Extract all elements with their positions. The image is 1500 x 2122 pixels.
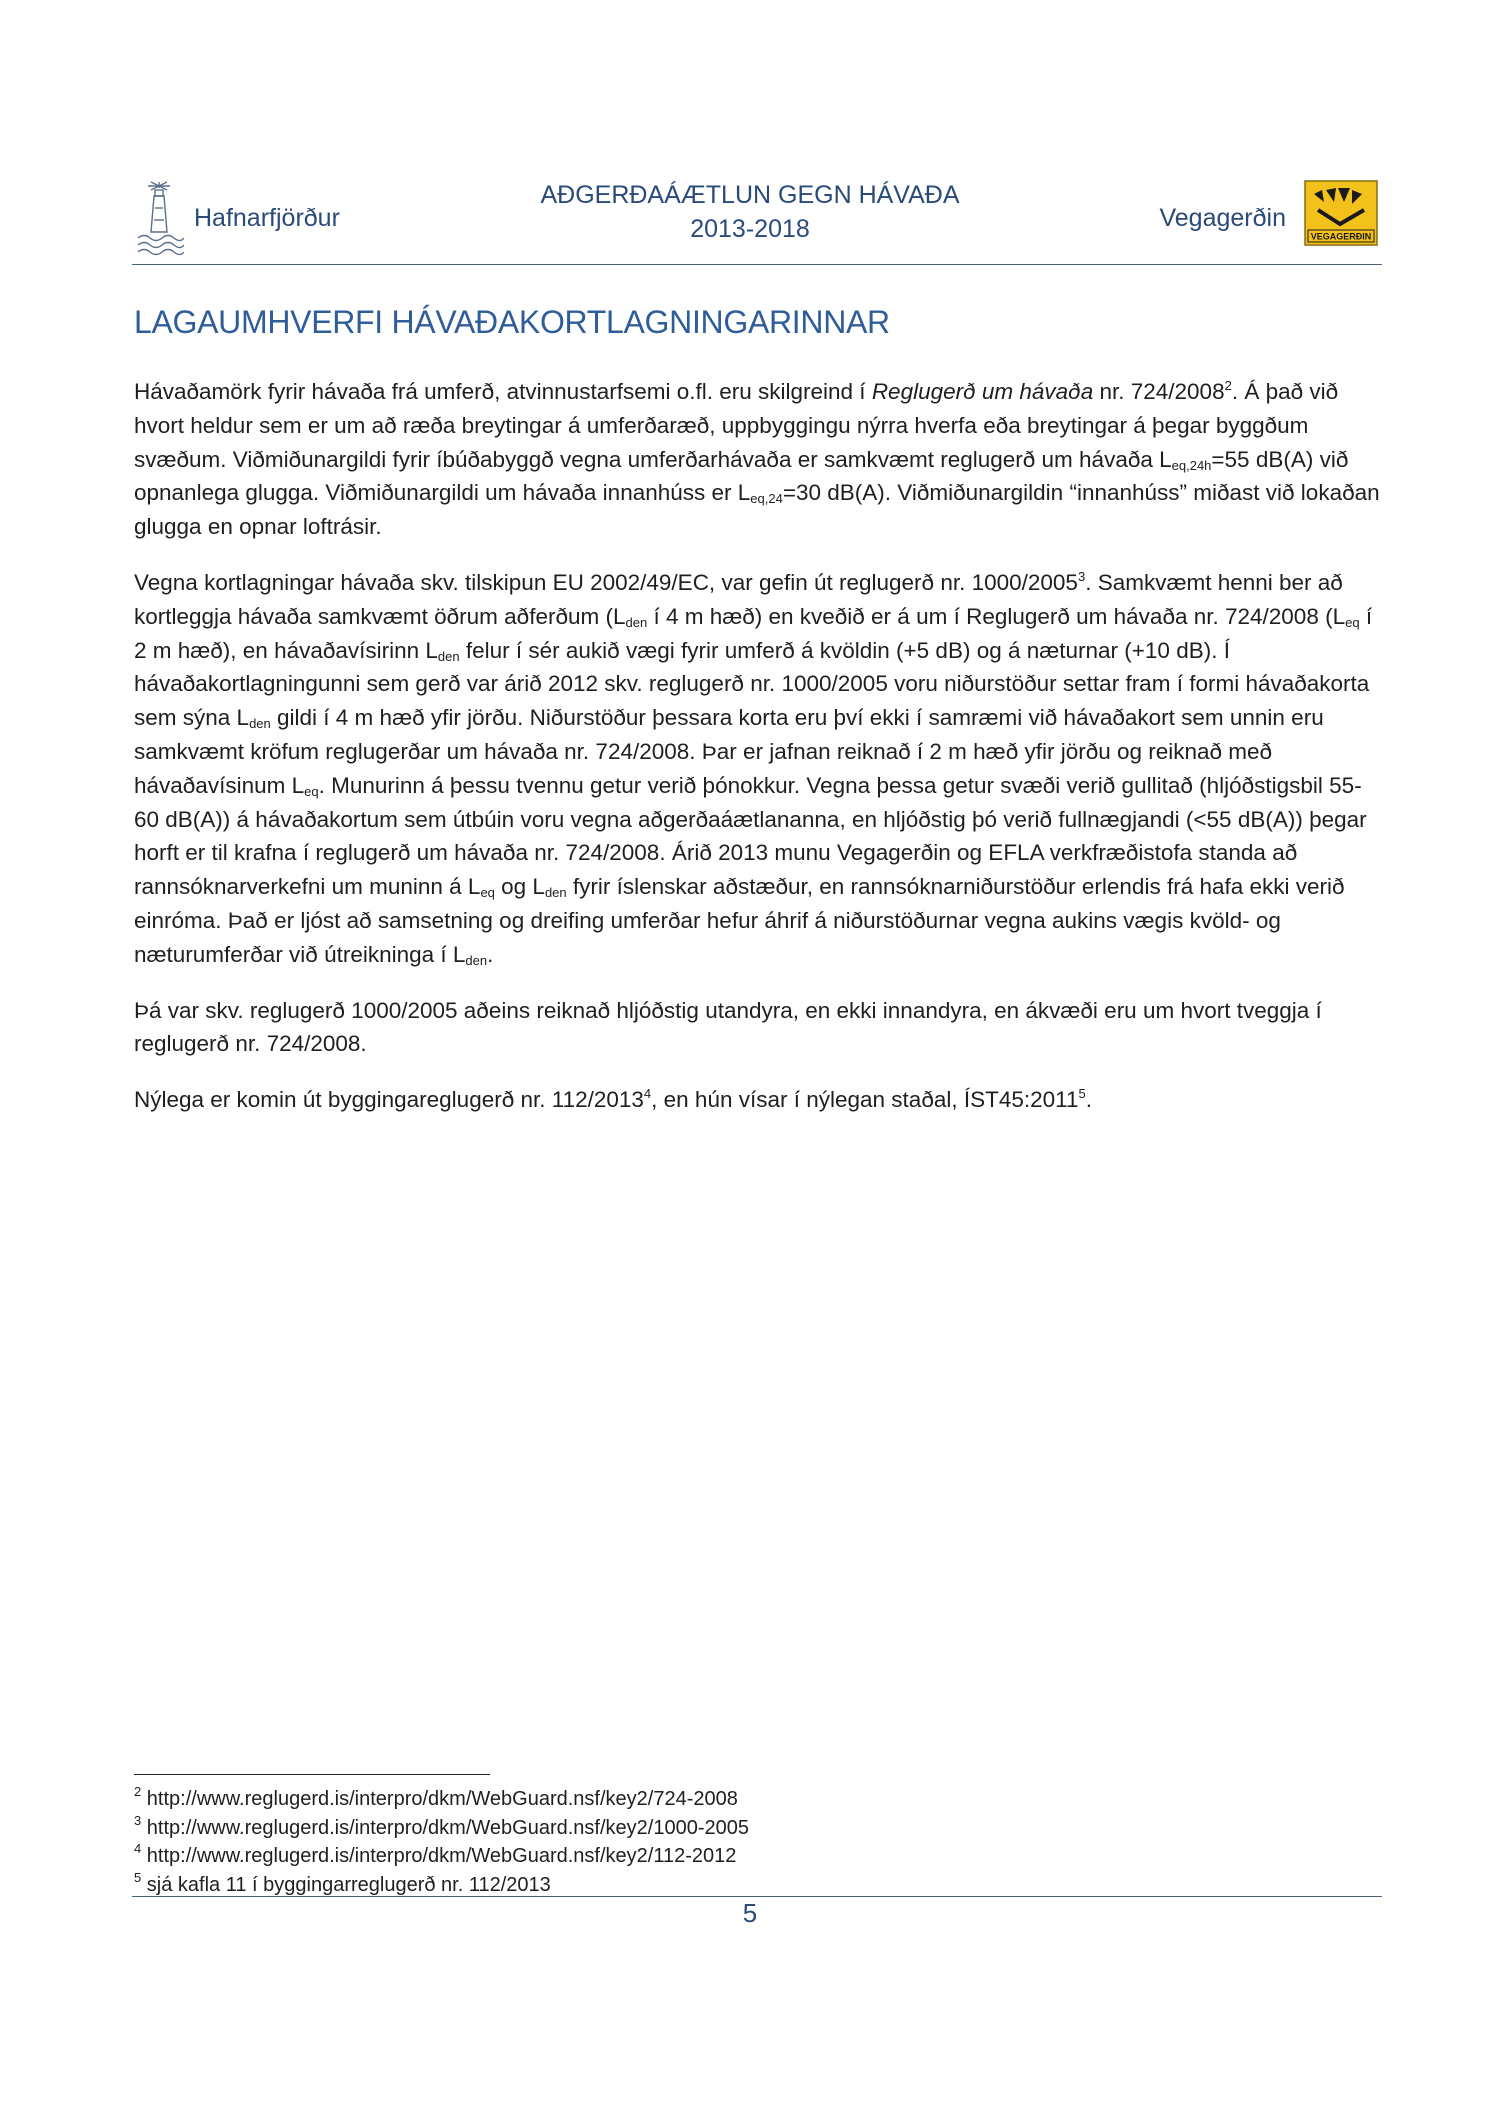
- svg-text:VEGAGERÐIN: VEGAGERÐIN: [1310, 231, 1372, 242]
- footnote-divider: [134, 1774, 490, 1775]
- header-title-line2: 2013-2018: [690, 215, 810, 243]
- footnote-ref[interactable]: 2: [1224, 378, 1232, 393]
- header-title-line1: AÐGERÐAÁÆTLUN GEGN HÁVAÐA: [540, 181, 960, 209]
- section-title: LAGAUMHVERFI HÁVAÐAKORTLAGNINGARINNAR: [134, 304, 890, 340]
- footnote-ref[interactable]: 4: [643, 1086, 652, 1102]
- header-agency: Vegagerðin: [1159, 204, 1286, 232]
- lighthouse-logo-icon: [134, 178, 184, 258]
- paragraph-3: Þá var skv. reglugerð 1000/2005 aðeins reiknað hljóðstig utandyra, en ekki innandyra, en ákvæði eru um hvort tveggja í reglugerð nr. 724/2008.: [134, 997, 1322, 1057]
- header-divider: [132, 264, 1382, 265]
- footnotes: [134, 1785, 749, 1899]
- header-title: [420, 178, 1080, 246]
- footnote-ref[interactable]: 5: [1078, 1086, 1086, 1102]
- footer-divider: [132, 1896, 1382, 1897]
- paragraph-4: Nýlega er komin út byggingareglugerð nr. 112/2013$^4$, en hún vísar í nýlegan staðal, ÍST45:2011$^5$.: [134, 1086, 1093, 1113]
- footnote-ref[interactable]: 3: [1077, 568, 1086, 584]
- body-text: [134, 375, 1384, 1139]
- footnote-item[interactable]: $^3$ http://www.reglugerd.is/interpro/dkm/WebGuard.nsf/key2/1000-2005: [134, 1812, 749, 1839]
- paragraph-2: Vegna kortlagningar hávaða skv. tilskipun EU 2002/49/EC, var gefin út reglugerð nr. 1000/2005$^3$. Samkvæmt henni ber að kortleggja hávaða samkvæmt öðrum aðferðum ($L_{den}$ í 4 m hæð) en kveðið er á um í Reglugerð um hávaða nr. 724/2008 ($L_{eq}$ í 2 m hæð), en hávaðavísirinn $L_{den}$ felur í sér aukið vægi fyrir umferð á kvöldin (+5 dB) og á næturnar (+10 dB). Í hávaðakortlagningunni sem gerð var árið 2012 skv. reglugerð nr. 1000/2005 voru niðurstöður settar fram í formi hávaðakorta sem sýna $L_{den}$ gildi í 4 m hæð yfir jörðu. Niðurstöður þessara korta eru því ekki í samræmi við hávaðakort sem unnin eru samkvæmt kröfum reglugerðar um hávaða nr. 724/2008. Þar er jafnan reiknað í 2 m hæð yfir jörðu og reiknað með hávaðavísinum $L_{eq}$. Munurinn á þessu tvennu getur verið þónokkur. Vegna þessa getur svæði verið gullitað (hljóðstigsbil 55-60 dB(A)) á hávaðakortum sem útbúin voru vegna aðgerðaáætlananna, en hljóðstig þó verið fullnægjandi (<55 dB(A)) þegar horft er til krafna í reglugerð um hávaða nr. 724/2008. Árið 2013 munu Vegagerðin og EFLA verkfræðistofa standa að rannsóknarverkefni um muninn á $L_{eq}$ og $L_{den}$ fyrir íslenskar aðstæður, en rannsóknarniðurstöður erlendis frá hafa ekki verið einróma. Það er ljóst að samsetning og dreifing umferðar hefur áhrif á niðurstöðurnar vegna aukins vægis kvöld- og næturumferðar við útreikninga í $L_{den}$.: [134, 568, 1373, 968]
- header-municipality: Hafnarfjörður: [194, 204, 340, 232]
- footnote-item[interactable]: $^2$ http://www.reglugerd.is/interpro/dkm/WebGuard.nsf/key2/724-2008: [134, 1784, 738, 1810]
- footnote-item[interactable]: $^4$ http://www.reglugerd.is/interpro/dkm/WebGuard.nsf/key2/112-2012: [134, 1841, 737, 1867]
- page-number: 5: [742, 1898, 758, 1928]
- footnote-item: $^5$ sjá kafla 11 í byggingarreglugerð nr. 112/2013: [134, 1869, 551, 1896]
- paragraph-1: Hávaðamörk fyrir hávaða frá umferð, atvinnustarfsemi o.fl. eru skilgreind í Reglugerð um hávaða nr. 724/2008$^2$. Á það við hvort heldur sem er um að ræða breytingar á umferðaræð, uppbyggingu nýrra hverfa eða breytingar á þegar byggðum svæðum. Viðmiðunargildi fyrir íbúðabyggð vegna umferðarhávaða er samkvæmt reglugerð um hávaða $L_{eq,24h}=55$ dB(A) við opnanlega glugga. Viðmiðunargildi um hávaða innanhúss er $L_{eq,24}=30$ dB(A). Viðmiðunargildin “innanhúss” miðast við lokaðan glugga en opnar loftrásir.: [134, 378, 1380, 540]
- vegagerdin-logo-icon: [1304, 180, 1378, 246]
